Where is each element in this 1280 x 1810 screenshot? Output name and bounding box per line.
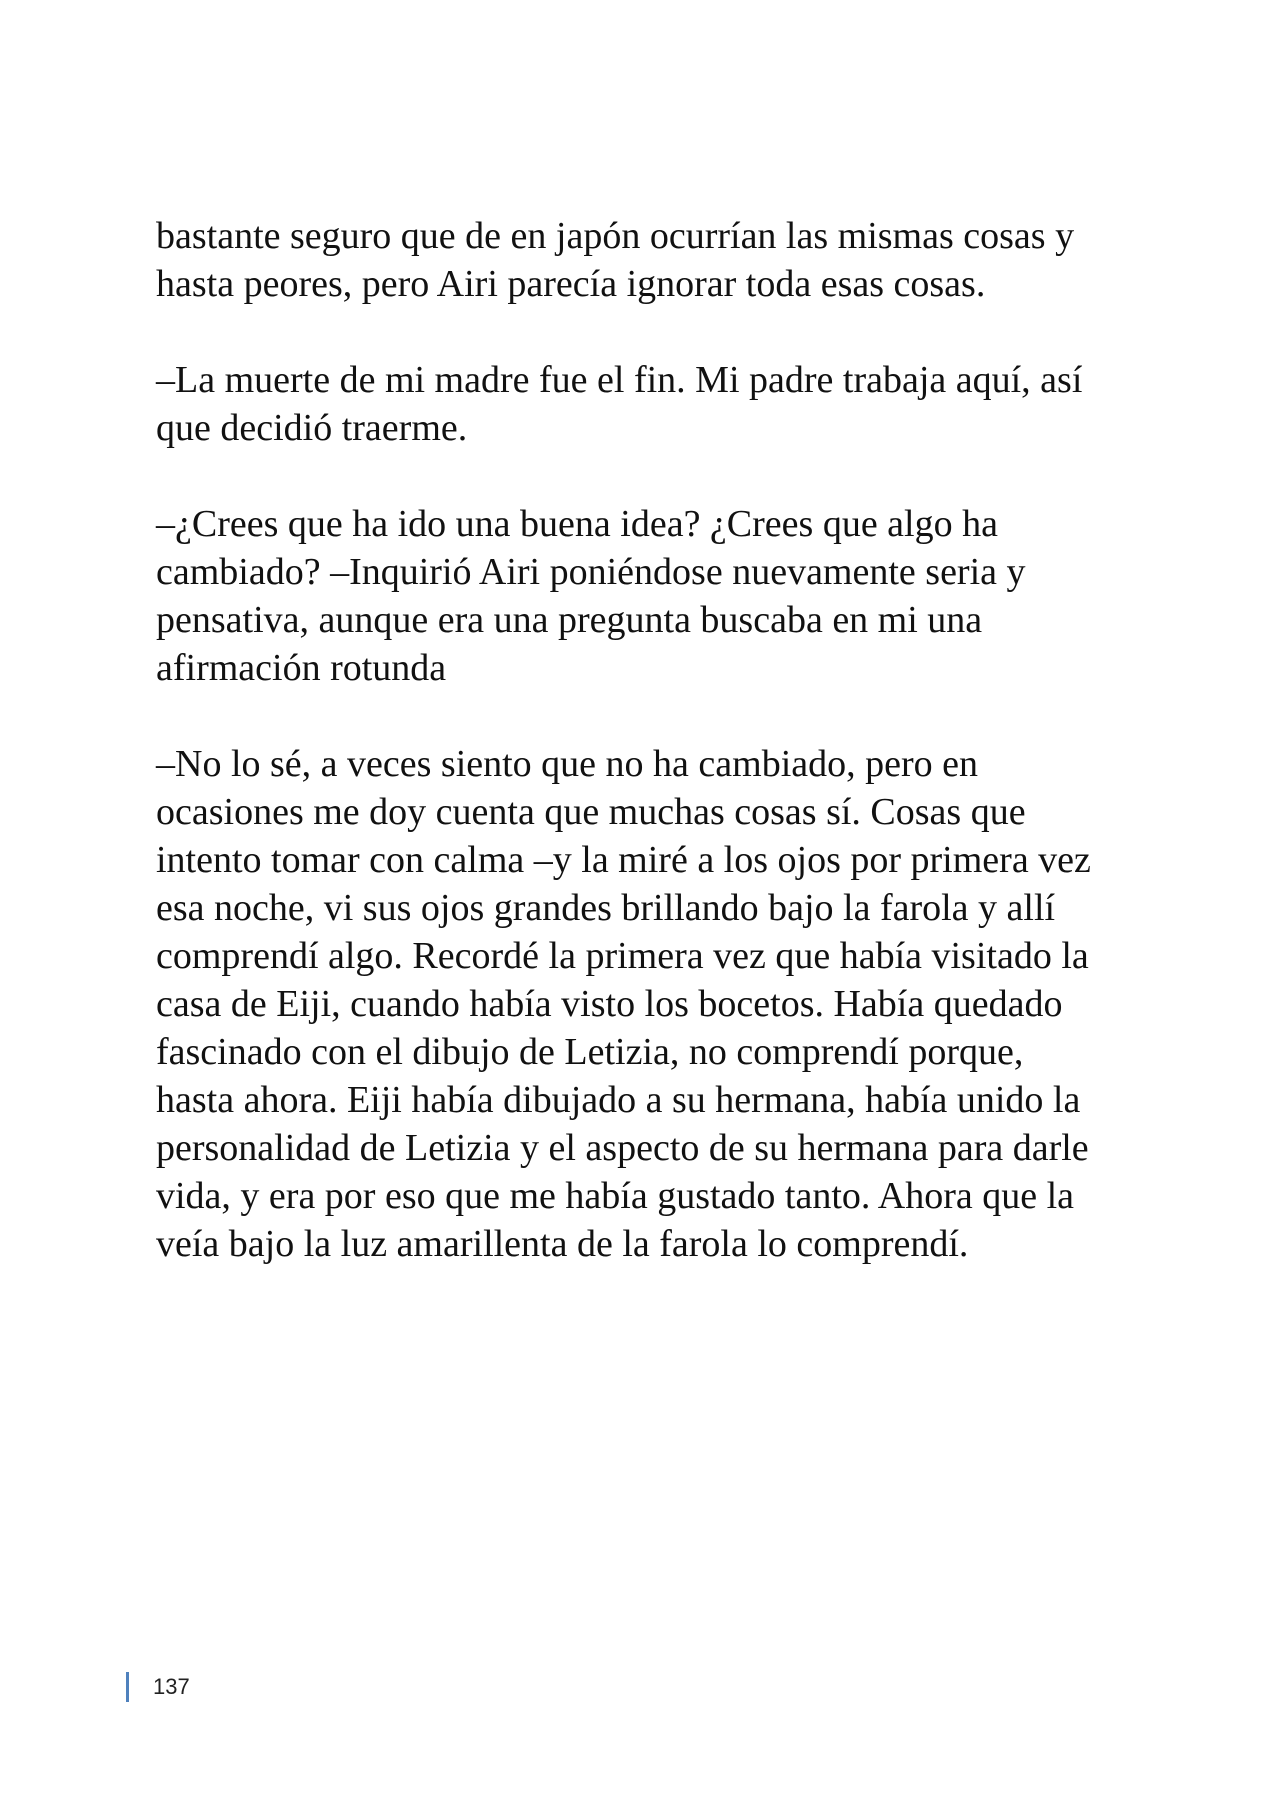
page-footer xyxy=(126,1672,190,1702)
paragraph: –La muerte de mi madre fue el fin. Mi padre trabaja aquí, así que decidió traerme. xyxy=(156,359,1083,449)
paragraph: –¿Crees que ha ido una buena idea? ¿Crees que algo ha cambiado? –Inquirió Airi poniéndose nuevamente seria y pensativa, aunque era una pregunta buscaba en mi una afirmación rotunda xyxy=(156,503,1026,689)
paragraph: –No lo sé, a veces siento que no ha cambiado, pero en ocasiones me doy cuenta que muchas cosas sí. Cosas que intento tomar con calma –y la miré a los ojos por primera vez esa noche, vi sus ojos grandes brillando bajo la farola y allí comprendí algo. Recordé la primera vez que había visitado la casa de Eiji, cuando había visto los bocetos. Había quedado fascinado con el dibujo de Letizia, no comprendí porque, hasta ahora. Eiji había dibujado a su hermana, había unido la personalidad de Letizia y el aspecto de su hermana para darle vida, y era por eso que me había gustado tanto. Ahora que la veía bajo la luz amarillenta de la farola lo comprendí. xyxy=(156,743,1091,1265)
page-number: 137 xyxy=(153,1674,190,1699)
footer-rule xyxy=(126,1672,129,1702)
body-text xyxy=(156,212,1136,1316)
paragraph: bastante seguro que de en japón ocurrían las mismas cosas y hasta peores, pero Airi parecía ignorar toda esas cosas. xyxy=(156,215,1075,305)
